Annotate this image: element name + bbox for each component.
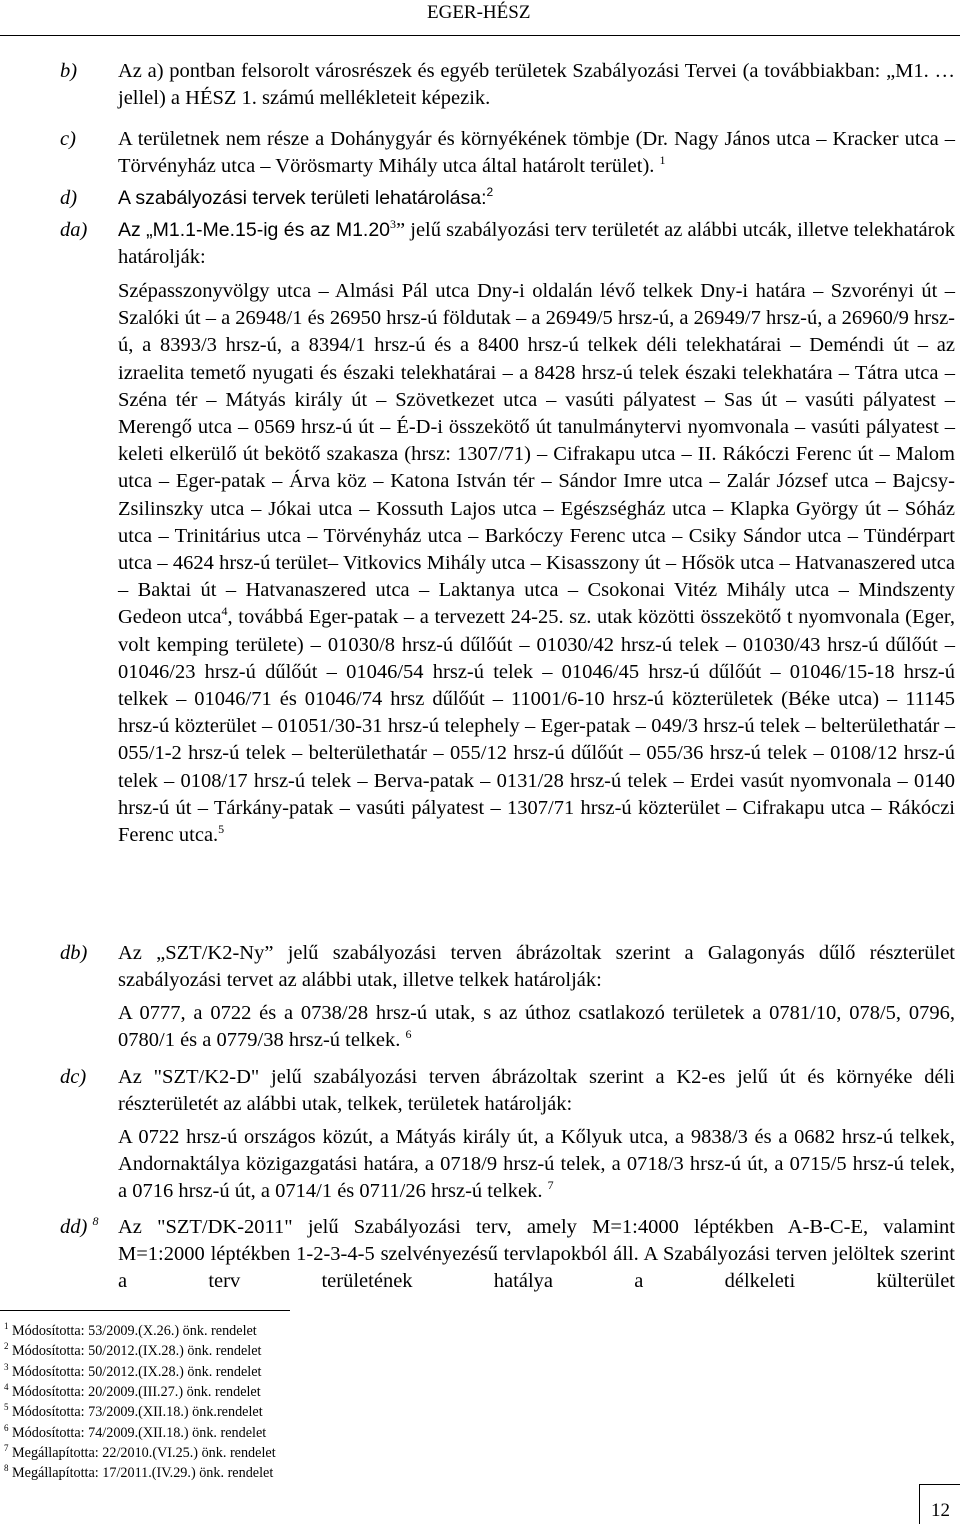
footnote-number: 2 bbox=[4, 1341, 9, 1352]
item-label: dc) bbox=[60, 1066, 87, 1088]
running-header: EGER-HÉSZ bbox=[427, 2, 531, 23]
footnote-number: 8 bbox=[4, 1463, 9, 1474]
item-label: c) bbox=[60, 128, 76, 150]
item-c bbox=[60, 126, 955, 180]
footnote-ref[interactable]: 4 bbox=[221, 604, 228, 619]
item-text: Az "SZT/DK-2011" jelű Szabályozási terv, amely M=1:4000 léptékben A-B-C-E, valamint M=1:2000 léptékben 1-2-3-4-5 szelvényezésű tervlapokból áll. A Szabályozási terven jelöltek szerint a terv területének hatálya a délkeleti külterület bbox=[118, 1216, 955, 1293]
item-text-body: A területnek nem része a Dohánygyár és környékének tömbje (Dr. Nagy János utca – Kracker utca – Törvényház utca – Vörösmarty Mihály utca által határolt terület). bbox=[118, 128, 955, 178]
item-text bbox=[118, 185, 955, 212]
boundary-text-b: , továbbá Eger-patak – a tervezett 24-25. sz. utak közötti összekötő t nyomvonala (Eger, volt kemping területe) – 01030/8 hrsz-ú dűlőút – 01030/42 hrsz-ú telek – 01030/43 hrsz-ú dűlőút – 01046/23 hrsz-ú dűlőút – 01046/54 hrsz-ú telek – 01046/45 hrsz-ú dűlőút – 01046/15-18 hrsz-ú telkek – 01046/71 és 01046/74 hrsz dűlőút – 11001/6-10 hrsz-ú közterületek (Béke utca) – 11145 hrsz-ú közterület – 01051/30-31 hrsz-ú telephely – Eger-patak – 049/3 hrsz-ú telek – belterülethatár – 055/1-2 hrsz-ú telek – belterülethatár – 055/12 hrsz-ú dűlőút – 055/36 hrsz-ú telek – 0108/12 hrsz-ú telek – 0108/17 hrsz-ú telek – Berva-patak – 0131/28 hrsz-ú telek – Erdei vasút nyomvonala – 0140 hrsz-ú út – Tárkány-patak – vasúti pályatest – 1307/71 hrsz-ú közterület – Cifrakapu utca – Rákóczi Ferenc utca. bbox=[118, 606, 955, 847]
item-text: Az "SZT/K2-D" jelű szabályozási terven ábrázoltak szerint a K2-es jelű út és környéke déli részterületét az alábbi utak, telkek, területek határolják: bbox=[118, 1066, 955, 1116]
item-label bbox=[60, 1214, 98, 1241]
item-label: db) bbox=[60, 942, 88, 964]
item-label: b) bbox=[60, 60, 78, 82]
item-body-text: A 0722 hrsz-ú országos közút, a Mátyás király út, a Kőlyuk utca, a 9838/3 és a 0682 hrsz-ú telkek, Andornaktálya közigazgatási határa, a 0718/9 hrsz-ú telek, a 0718/3 hrsz-ú út, a 0715/5 hrsz-ú telek, a 0716 hrsz-ú út, a 0714/1 és 0711/26 hrsz-ú telkek. bbox=[118, 1126, 955, 1203]
footnote-number: 3 bbox=[4, 1361, 9, 1372]
footnote-text: Módosította: 50/2012.(IX.28.) önk. rendelet bbox=[12, 1363, 262, 1380]
item-da-boundary-text bbox=[118, 278, 955, 849]
footnote-ref[interactable]: 8 bbox=[92, 1214, 99, 1228]
item-text-rest: ” jelű szabályozási terv területét az alábbi utcák, illetve telekhatárok határolják: bbox=[118, 219, 955, 269]
item-text bbox=[118, 126, 955, 180]
footnote-text: Megállapította: 17/2011.(IV.29.) önk. rendelet bbox=[12, 1465, 274, 1482]
item-da bbox=[60, 217, 955, 271]
item-b bbox=[60, 58, 955, 112]
item-body-text: A 0777, a 0722 és a 0738/28 hrsz-ú utak, s az úthoz csatlakozó területek a 0781/10, 078/5, 0796, 0780/1 és a 0779/38 hrsz-ú telkek. bbox=[118, 1002, 955, 1052]
footnote bbox=[4, 1422, 267, 1442]
footnote-number: 4 bbox=[4, 1381, 9, 1392]
footnote bbox=[4, 1361, 262, 1381]
footnote bbox=[4, 1442, 276, 1462]
item-label: d) bbox=[60, 187, 78, 209]
item-text: Az a) pontban felsorolt városrészek és egyéb területek Szabályozási Tervei (a továbbiakban: „M1. … jellel) a HÉSZ 1. számú mellékleteit képezik. bbox=[118, 60, 955, 110]
footnote-ref[interactable]: 3 bbox=[390, 217, 397, 231]
item-db bbox=[60, 940, 955, 994]
footnote-text: Módosította: 74/2009.(XII.18.) önk. rendelet bbox=[12, 1424, 267, 1441]
footnote-number: 5 bbox=[4, 1402, 9, 1413]
footnote bbox=[4, 1404, 263, 1421]
item-text: Az „SZT/K2-Ny” jelű szabályozási terven ábrázoltak szerint a Galagonyás dűlő részterület szabályozási tervet az alábbi utak, illetve telkek határolják: bbox=[118, 942, 955, 992]
footnote-text: Módosította: 20/2009.(III.27.) önk. rendelet bbox=[12, 1383, 261, 1400]
footnote-text: Módosította: 50/2012.(IX.28.) önk. rendelet bbox=[12, 1343, 262, 1360]
item-dc-body bbox=[118, 1124, 955, 1206]
footnote bbox=[4, 1323, 257, 1340]
footnote-separator bbox=[0, 1310, 290, 1311]
item-dc bbox=[60, 1064, 955, 1118]
footnote-ref[interactable]: 1 bbox=[659, 153, 666, 168]
footnote-text: Módosította: 73/2009.(XII.18.) önk.rendelet bbox=[12, 1404, 263, 1421]
footnote-number: 1 bbox=[4, 1321, 9, 1331]
footnote-ref[interactable]: 5 bbox=[218, 822, 225, 837]
footnote-text: Megállapította: 22/2010.(VI.25.) önk. rendelet bbox=[12, 1444, 276, 1461]
footnote-ref[interactable]: 2 bbox=[486, 185, 494, 199]
footnote bbox=[4, 1381, 261, 1401]
item-dd bbox=[60, 1214, 955, 1296]
footnote-text: Módosította: 53/2009.(X.26.) önk. rendelet bbox=[12, 1323, 257, 1339]
item-d bbox=[60, 185, 955, 212]
item-db-body bbox=[118, 1000, 955, 1054]
footnote bbox=[4, 1465, 273, 1482]
item-label: da) bbox=[60, 219, 88, 241]
boundary-text-a: Szépasszonyvölgy utca – Almási Pál utca Dny-i oldalán lévő telkek Dny-i határa – Szvorényi út – Szalóki út – a 26948/1 és 26950 hrsz-ú földutak – a 26949/5 hrsz-ú, a 26949/7 hrsz-ú, a 26960/9 hrsz-ú, a 8393/3 hrsz-ú, a 8394/1 hrsz-ú és a 8400 hrsz-ú telkek déli telekhatárai – Deméndi út – az izraelita temető nyugati és északi telekhatárai – a 8428 hrsz-ú telek északi telekhatára – Tátra utca – Széna tér – Mátyás király út – Szövetkezet utca – vasúti pályatest – Sas út – vasúti pályatest – Merengő utca – 0569 hrsz-ú út – É-D-i összekötő út tanulmánytervi nyomvonala – vasúti pályatest – keleti elkerülő út bekötő szakasza (hrsz: 1307/71) – Cifrakapu utca – II. Rákóczi Ferenc út – Malom utca – Eger-patak – Árva köz – Katona István tér – Sándor Imre utca – Zalár József utca – Bajcsy-Zsilinszky utca – Jókai utca – Kossuth Lajos utca – Egészségház utca – Klapka György út – Sóház utca – Trinitárius utca – Törvényház utca – Barkóczy Ferenc utca – Csiky Sándor utca – Tündérpart utca – 4624 hrsz-ú terület– Vitkovics Mihály utca – Kisasszony út – Hősök utca – Hatvanaszered utca – Baktai út – Hatvanaszered utca – Laktanya utca – Csokonai Vitéz Mihály utca – Mindszenty Gedeon utca bbox=[118, 280, 955, 629]
item-text bbox=[118, 217, 955, 271]
page-number: 12 bbox=[931, 1500, 950, 1521]
footnote bbox=[4, 1343, 261, 1360]
footnote-number: 6 bbox=[4, 1422, 9, 1433]
footnote-ref[interactable]: 7 bbox=[547, 1178, 554, 1193]
item-text-intro: Az „M1.1-Me.15-ig és az M1.20 bbox=[118, 219, 391, 241]
footnote-number: 7 bbox=[4, 1442, 9, 1453]
footnote-ref[interactable]: 6 bbox=[405, 1027, 412, 1042]
item-text-body: A szabályozási tervek területi lehatárolása: bbox=[118, 187, 487, 209]
header-rule bbox=[0, 35, 960, 36]
item-label-text: dd) bbox=[60, 1216, 88, 1238]
